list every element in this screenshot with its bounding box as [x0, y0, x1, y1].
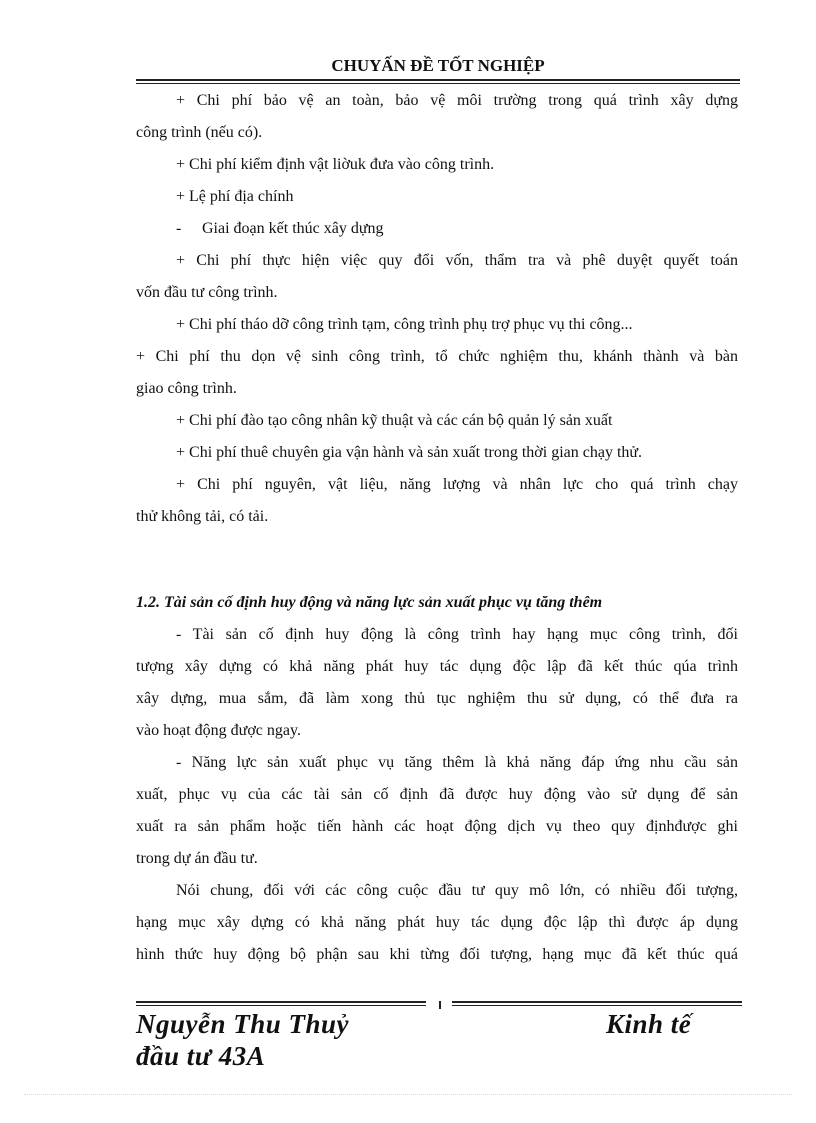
- text-line: xuất, phục vụ của các tài sản cố định đã được huy động vào sử dụng để sản: [136, 786, 738, 803]
- footer-separator: [439, 1001, 441, 1009]
- text-line: xuất ra sản phẩm hoặc tiến hành các hoạt động dịch vụ theo quy địnhđược ghi: [136, 818, 738, 835]
- text-line: - Năng lực sản xuất phục vụ tăng thêm là khả năng đáp ứng nhu cầu sản: [176, 754, 738, 771]
- text-line: hình thức huy động bộ phận sau khi từng đối tượng, hạng mục đã kết thúc quá: [136, 946, 738, 963]
- document-body: [136, 85, 738, 985]
- text-line: + Chi phí kiểm định vật liờuk đưa vào công trình.: [176, 156, 495, 173]
- text-line: giao công trình.: [136, 380, 237, 397]
- text-line: + Chi phí nguyên, vật liệu, năng lượng và nhân lực cho quá trình chạy: [176, 476, 738, 493]
- text-line: Nói chung, đối với các công cuộc đầu tư quy mô lớn, có nhiều đối tượng,: [176, 882, 738, 899]
- text-line: + Lệ phí địa chính: [176, 188, 294, 205]
- text-line: thử không tải, có tải.: [136, 508, 269, 525]
- text-line: - Tài sản cố định huy động là công trình hay hạng mục công trình, đối: [176, 626, 738, 643]
- page-bottom-border: [24, 1094, 792, 1095]
- header-rule-bottom: [136, 83, 740, 84]
- footer-rule-left-top: [136, 1001, 426, 1003]
- list-item: [136, 213, 738, 245]
- text-line: vốn đầu tư công trình.: [136, 284, 278, 301]
- section-heading: 1.2. Tài sản cố định huy động và năng lực sản xuất phục vụ tăng thêm: [136, 594, 603, 611]
- footer-rule-right-top: [452, 1001, 742, 1003]
- text-line: công trình (nếu có).: [136, 124, 263, 141]
- text-line: + Chi phí tháo dỡ công trình tạm, công trình phụ trợ phục vụ thi công...: [176, 316, 633, 333]
- text-line: + Chi phí đào tạo công nhân kỹ thuật và các cán bộ quản lý sản xuất: [176, 412, 613, 429]
- text-line: vào hoạt động được ngay.: [136, 722, 301, 739]
- dash-bullet: -: [176, 220, 182, 237]
- text-line: + Chi phí thuê chuyên gia vận hành và sản xuất trong thời gian chạy thử.: [176, 444, 643, 461]
- footer-class: đầu tư 43A: [136, 1041, 266, 1071]
- header-title: CHUYẤN ĐỀ TỐT NGHIỆP: [331, 56, 545, 75]
- text-line: xây dựng, mua sắm, đã làm xong thủ tục nghiệm thu sử dụng, có thể đưa ra: [136, 690, 738, 707]
- footer-rule-left-bottom: [136, 1005, 426, 1006]
- footer-major: Kinh tế: [606, 1009, 692, 1039]
- header-rule-top: [136, 79, 740, 81]
- text-line: trong dự án đầu tư.: [136, 850, 258, 867]
- text-line: + Chi phí bảo vệ an toàn, bảo vệ môi trường trong quá trình xây dựng: [176, 92, 738, 109]
- footer-rule-right-bottom: [452, 1005, 742, 1006]
- text-line: + Chi phí thực hiện việc quy đổi vốn, thẩm tra và phê duyệt quyết toán: [176, 252, 738, 269]
- text-line: hạng mục xây dựng có khả năng phát huy tác dụng độc lập thì được áp dụng: [136, 914, 738, 931]
- text-line: tượng xây dựng có khả năng phát huy tác dụng độc lập đã kết thúc qúa trình: [136, 658, 738, 675]
- footer-author: Nguyễn Thu Thuỷ: [136, 1009, 350, 1039]
- text-line: Giai đoạn kết thúc xây dựng: [202, 220, 384, 237]
- text-line: + Chi phí thu dọn vệ sinh công trình, tổ chức nghiệm thu, khánh thành và bàn: [136, 348, 738, 365]
